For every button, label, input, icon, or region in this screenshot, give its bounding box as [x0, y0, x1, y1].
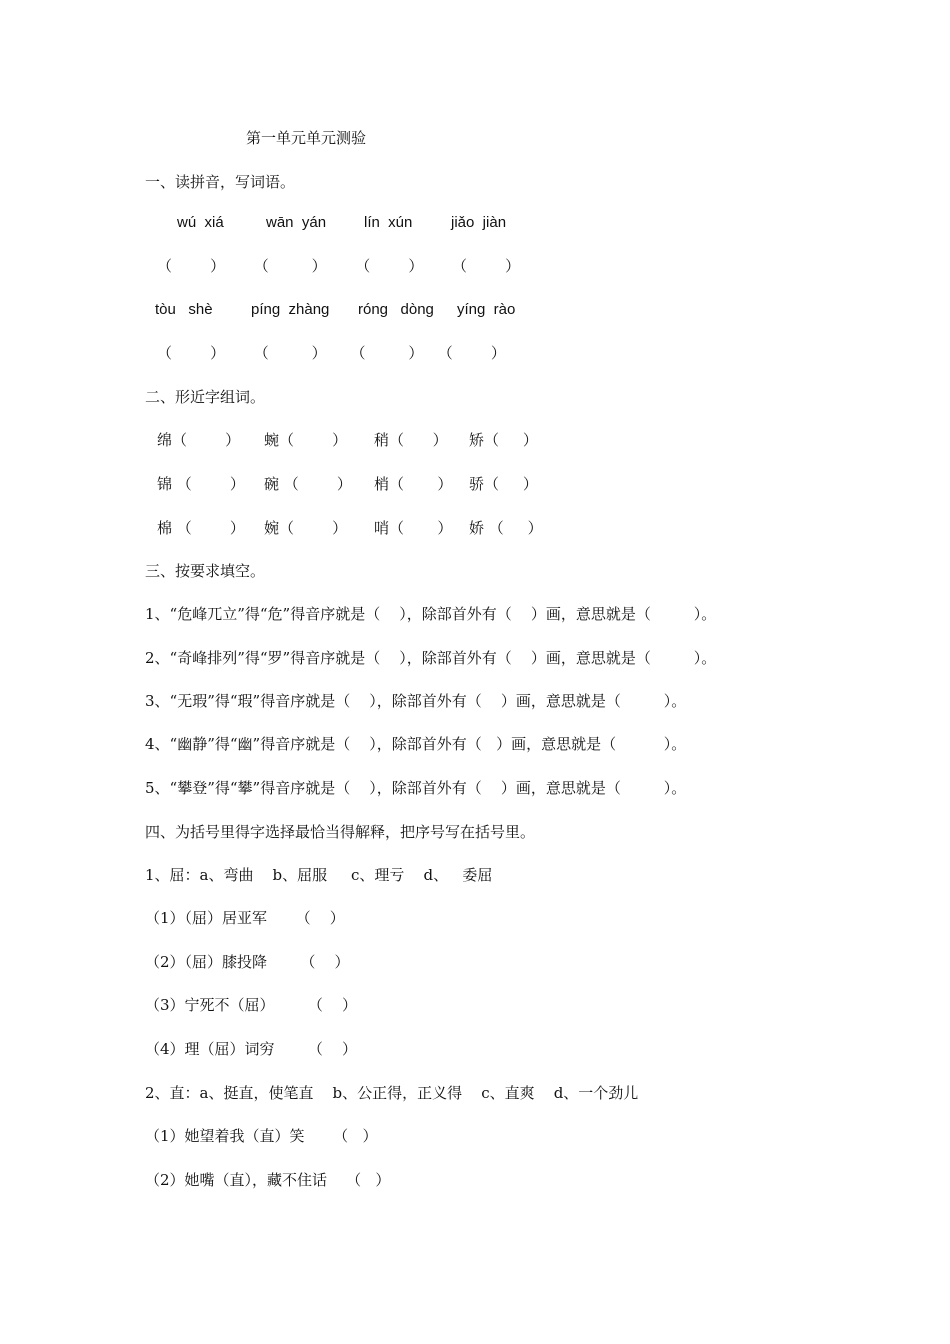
section-2-heading: 二、形近字组词。	[145, 388, 266, 406]
char-item: 矫（ ）	[469, 431, 538, 449]
char-item: 骄（ ）	[469, 475, 538, 493]
section-4-heading: 四、为括号里得字选择最恰当得解释，把序号写在括号里。	[145, 823, 536, 841]
pinyin-item: píng zhàng	[251, 301, 330, 318]
char-item: 蜿（ ）	[264, 431, 348, 449]
question-1-item: （1）（屈）居亚军 （ ）	[145, 909, 345, 927]
pinyin-item: jiǎo jiàn	[451, 214, 507, 231]
char-item: 碗 （ ）	[264, 475, 352, 493]
fill-item: 1、“危峰兀立”得“危”得音序就是（ ），除部首外有（ ）画，意思就是（ ）。	[145, 605, 717, 623]
answer-blanks-row-1: （ ） （ ） （ ） （ ）	[157, 257, 521, 275]
question-1-item: （3）宁死不（屈） （ ）	[145, 996, 357, 1014]
fill-item: 3、“无瑕”得“瑕”得音序就是（ ），除部首外有（ ）画，意思就是（ ）。	[145, 692, 687, 710]
char-item: 梢（ ）	[374, 475, 453, 493]
section-1-heading: 一、读拼音，写词语。	[145, 173, 296, 191]
pinyin-item: yíng rào	[457, 301, 516, 318]
pinyin-item: wú xiá	[177, 214, 224, 231]
pinyin-item: lín xún	[364, 214, 413, 231]
answer-blanks-row-2: （ ） （ ） （ ） （ ）	[157, 344, 506, 362]
fill-item: 5、“攀登”得“攀”得音序就是（ ），除部首外有（ ）画，意思就是（ ）。	[145, 779, 687, 797]
question-2-item: （1）她望着我（直）笑 （ ）	[145, 1127, 378, 1145]
page-title: 第一单元单元测验	[246, 129, 367, 147]
question-2-options: 2、直：a、挺直，使笔直 b、公正得，正义得 c、直爽 d、一个劲儿	[145, 1084, 639, 1102]
section-3-heading: 三、按要求填空。	[145, 562, 266, 580]
question-1-item: （4）理（屈）词穷 （ ）	[145, 1040, 357, 1058]
question-1-item: （2）（屈）膝投降 （ ）	[145, 953, 350, 971]
char-item: 娇 （ ）	[469, 519, 543, 537]
question-1-options: 1、屈：a、弯曲 b、屈服 c、理亏 d、 委屈	[145, 866, 493, 884]
pinyin-item: róng dòng	[358, 301, 434, 318]
char-item: 哨（ ）	[374, 519, 453, 537]
pinyin-item: tòu shè	[155, 301, 213, 318]
char-item: 婉（ ）	[264, 519, 348, 537]
fill-item: 2、“奇峰排列”得“罗”得音序就是（ ），除部首外有（ ）画，意思就是（ ）。	[145, 649, 717, 667]
char-item: 锦 （ ）	[157, 475, 245, 493]
char-item: 棉 （ ）	[157, 519, 245, 537]
fill-item: 4、“幽静”得“幽”得音序就是（ ），除部首外有（ ）画，意思就是（ ）。	[145, 735, 687, 753]
char-item: 稍（ ）	[374, 431, 448, 449]
char-item: 绵（ ）	[157, 431, 241, 449]
question-2-item: （2）她嘴（直），藏不住话 （ ）	[145, 1171, 391, 1189]
pinyin-item: wān yán	[266, 214, 327, 231]
